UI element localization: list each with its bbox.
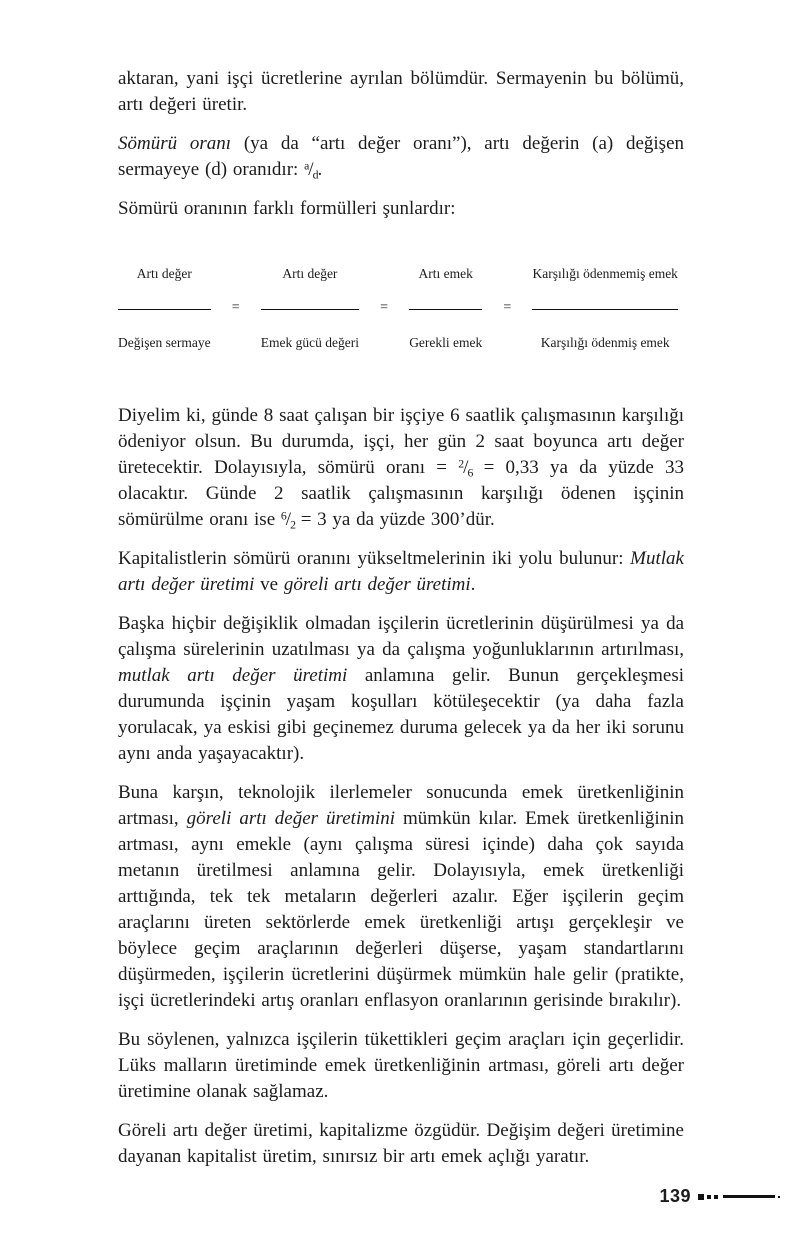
ornament-square-icon (714, 1195, 718, 1199)
body-paragraph: Diyelim ki, günde 8 saat çalışan bir işçiye 6 saatlik çalışmasının karşılığı ödeniyor olsun. Bu durumda, işçi, her gün 2 saat boyunca artı değer üretecektir. Dolayısıyla, sömürü oranı = $^2/_6 = 0,33$ ya da yüzde 33 olacaktır. Günde 2 saatlik çalışmasının karşılığı ödenen işçinin sömürülme oranı ise $^6/_2 = 3$ ya da yüzde 300’dür. (118, 405, 685, 532)
equals-sign: = (380, 299, 389, 315)
page-content (118, 66, 684, 1183)
fraction-bar (532, 309, 677, 310)
footer-ornament (698, 1194, 780, 1200)
body-paragraph: Kapitalistlerin sömürü oranını yükseltmelerinin iki yolu bulunur: Mutlak artı değer üretimi ve göreli artı değer üretimi. (118, 548, 684, 595)
fraction-denominator: Karşılığı ödenmiş emek (540, 335, 670, 350)
equals-sign: = (231, 299, 240, 315)
formula-fraction (261, 266, 359, 351)
fraction-bar (261, 309, 359, 310)
fraction-bar (409, 309, 482, 310)
equals-sign: = (503, 299, 512, 315)
ornament-square-icon (698, 1194, 704, 1200)
formula-fraction (409, 266, 482, 351)
body-paragraph: Sömürü oranı (ya da “artı değer oranı”), artı değerin (a) değişen sermayeye (d) oranıdır: $^a/_d$. (118, 133, 685, 182)
fraction-bar (118, 309, 211, 310)
body-paragraph: Sömürü oranının farklı formülleri şunlardır: (118, 198, 456, 219)
fraction-denominator: Değişen sermaye (118, 335, 211, 350)
body-paragraph: Buna karşın, teknolojik ilerlemeler sonucunda emek üretkenliğinin artması, göreli artı değer üretimini mümkün kılar. Emek üretkenliğinin artması, aynı emekle (aynı çalışma süresi içinde) daha çok sayıda metanın üretilmesi anlamına gelir. Dolayısıyla, emek üretkenliği arttığında, tek tek metaların değerleri azalır. Eğer işçilerin geçim araçlarını üreten sektörlerde emek üretkenliği artışı gerçekleşir ve böylece geçim araçlarının değerleri düşerse, yaşam standartlarını düşürmeden, işçilerin ücretlerini düşürmek mümkün hale gelir (pratikte, işçi ücretlerindeki artış oranları enflasyon oranlarının gerisinde bırakılır). (118, 782, 684, 1011)
body-paragraph: Göreli artı değer üretimi, kapitalizme özgüdür. Değişim değeri üretimine dayanan kapitalist üretim, sınırsız bir artı emek açlığı yaratır. (118, 1120, 684, 1167)
fraction-numerator: Artı emek (418, 266, 473, 281)
fraction-numerator: Artı değer (136, 266, 192, 281)
fraction-denominator: Gerekli emek (409, 335, 483, 350)
exploitation-rate-formula (118, 266, 678, 351)
ornament-dot-icon (778, 1196, 780, 1198)
formula-fraction (118, 266, 211, 351)
ornament-square-icon (707, 1195, 711, 1199)
ornament-rule (723, 1195, 775, 1198)
body-paragraph: aktaran, yani işçi ücretlerine ayrılan bölümdür. Sermayenin bu bölümü, artı değeri üretir. (118, 68, 684, 115)
fraction-numerator: Karşılığı ödenmemiş emek (532, 266, 678, 281)
formula-fraction (532, 266, 677, 351)
body-paragraph: Bu söylenen, yalnızca işçilerin tükettikleri geçim araçları için geçerlidir. Lüks malların üretiminde emek üretkenliğinin artması, göreli artı değer üretimine olanak sağlamaz. (118, 1029, 684, 1102)
fraction-denominator: Emek gücü değeri (260, 335, 359, 350)
body-paragraph: Başka hiçbir değişiklik olmadan işçilerin ücretlerinin düşürülmesi ya da çalışma sürelerinin uzatılması ya da çalışma yoğunluklarının artırılması, mutlak artı değer üretimi anlamına gelir. Bunun gerçekleşmesi durumunda işçinin yaşam koşulları kötüleşecektir (ya daha fazla yorulacak, ya eskisi gibi geçinemez duruma gelecek ya da her iki sorunu aynı anda yaşayacaktır). (118, 613, 684, 764)
fraction-numerator: Artı değer (282, 266, 338, 281)
page-number: 139 (659, 1186, 691, 1206)
page-footer (659, 1186, 780, 1207)
